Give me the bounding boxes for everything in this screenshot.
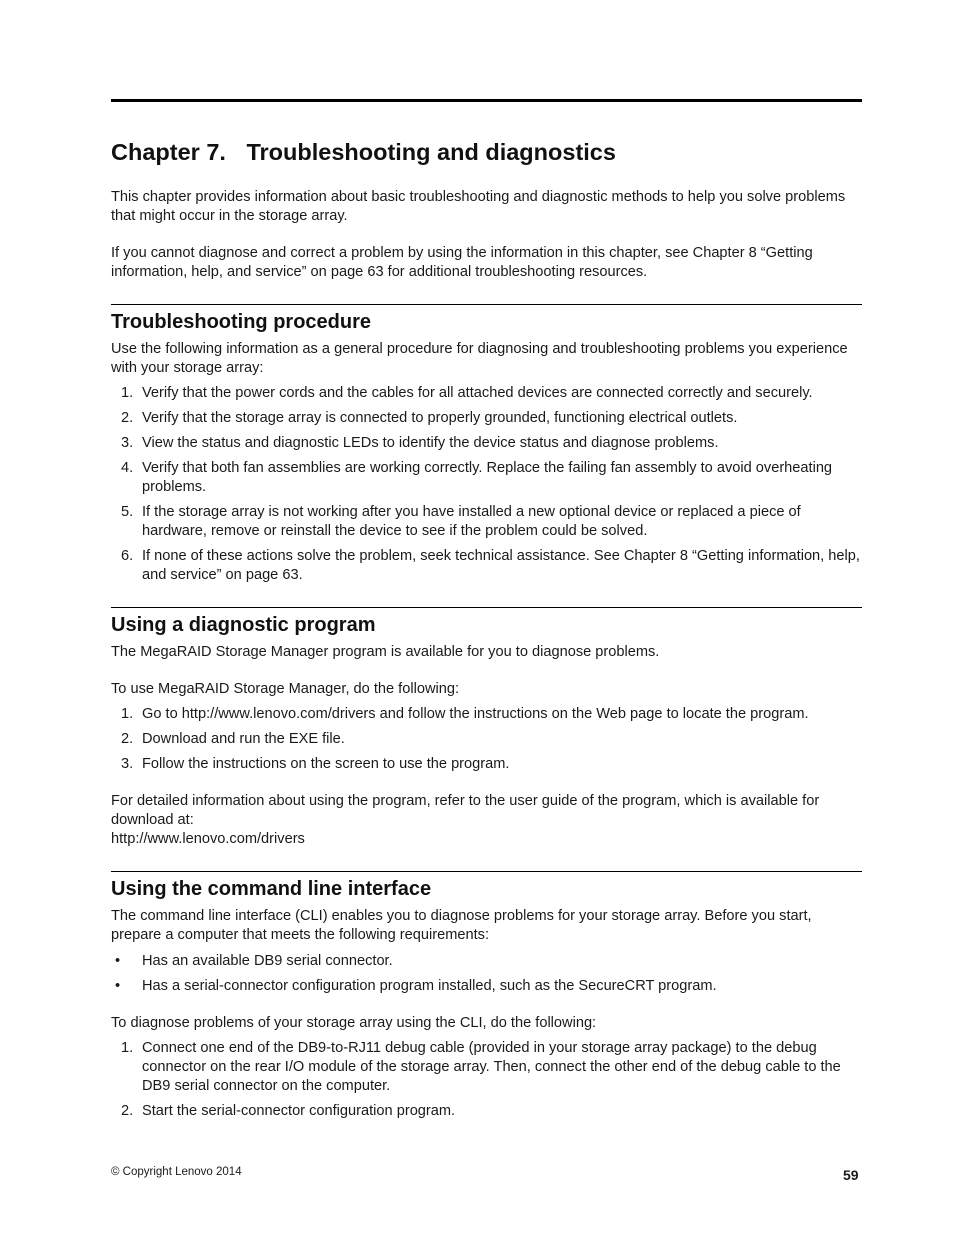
cli-steps: [111, 1039, 862, 1121]
list-item: 6. If none of these actions solve the problem, seek technical assistance. See Chapter 8 “Getting information, help, and service” on page 63.: [121, 548, 860, 583]
cli-requirements: [111, 952, 862, 996]
section-intro: The command line interface (CLI) enables you to diagnose problems for your storage array. Before you start, prepare a computer that meets the following requirements:: [111, 908, 812, 943]
section-lead: To diagnose problems of your storage array using the CLI, do the following:: [111, 1015, 597, 1031]
chapter-intro-paragraph: This chapter provides information about basic troubleshooting and diagnostic methods to help you solve problems that might occur in the storage array.: [111, 189, 846, 224]
page-content: [111, 99, 862, 1121]
section-troubleshooting-procedure: [111, 304, 862, 585]
list-item: 2. Verify that the storage array is connected to properly grounded, functioning electrical outlets.: [121, 410, 738, 426]
section-title: Using a diagnostic program: [111, 614, 376, 636]
chapter-number: Chapter 7.: [111, 139, 226, 165]
diagnostic-steps: [111, 705, 862, 774]
section-intro: The MegaRAID Storage Manager program is available for you to diagnose problems.: [111, 644, 660, 660]
list-item: 2. Download and run the EXE file.: [121, 731, 345, 747]
section-details: For detailed information about using the program, refer to the user guide of the program, which is available for download at:: [111, 793, 820, 828]
chapter-heading: [111, 102, 862, 166]
section-lead: To use MegaRAID Storage Manager, do the following:: [111, 681, 460, 697]
section-title: Troubleshooting procedure: [111, 311, 372, 333]
drivers-link[interactable]: http://www.lenovo.com/drivers: [111, 831, 305, 847]
list-item: 5. If the storage array is not working after you have installed a new optional device or replaced a piece of hardware, remove or reinstall the device to see if the problem could be solved.: [121, 504, 801, 539]
chapter-intro-paragraph: If you cannot diagnose and correct a problem by using the information in this chapter, see Chapter 8 “Getting information, help, and service” on page 63 for additional troubleshooting resources.: [111, 245, 813, 280]
list-item: 1. Go to http://www.lenovo.com/drivers and follow the instructions on the Web page to locate the program.: [121, 706, 809, 722]
list-item: 1. Connect one end of the DB9-to-RJ11 debug cable (provided in your storage array package) to the debug connector on the rear I/O module of the storage array. Then, connect the other end of the debug cable to the DB9 serial connector on the computer.: [121, 1040, 841, 1094]
list-item: 1. Verify that the power cords and the cables for all attached devices are connected correctly and securely.: [121, 385, 813, 401]
section-title: Using the command line interface: [111, 878, 432, 900]
list-item: 3. Follow the instructions on the screen to use the program.: [121, 756, 510, 772]
procedure-steps: [111, 384, 862, 585]
section-diagnostic-program: [111, 607, 862, 849]
list-item: • Has an available DB9 serial connector.: [115, 953, 393, 969]
list-item: 4. Verify that both fan assemblies are working correctly. Replace the failing fan assembly to avoid overheating problems.: [121, 460, 833, 495]
section-intro: Use the following information as a general procedure for diagnosing and troubleshooting problems you experience with your storage array:: [111, 341, 848, 376]
list-item: 2. Start the serial-connector configuration program.: [121, 1103, 456, 1119]
footer-page-number: 59: [843, 1167, 859, 1183]
section-command-line-interface: [111, 871, 862, 1121]
list-item: • Has a serial-connector configuration program installed, such as the SecureCRT program.: [115, 978, 717, 994]
list-item: 3. View the status and diagnostic LEDs to identify the device status and diagnose problems.: [121, 435, 719, 451]
footer-copyright: © Copyright Lenovo 2014: [111, 1166, 242, 1178]
chapter-title: Troubleshooting and diagnostics: [246, 139, 616, 165]
